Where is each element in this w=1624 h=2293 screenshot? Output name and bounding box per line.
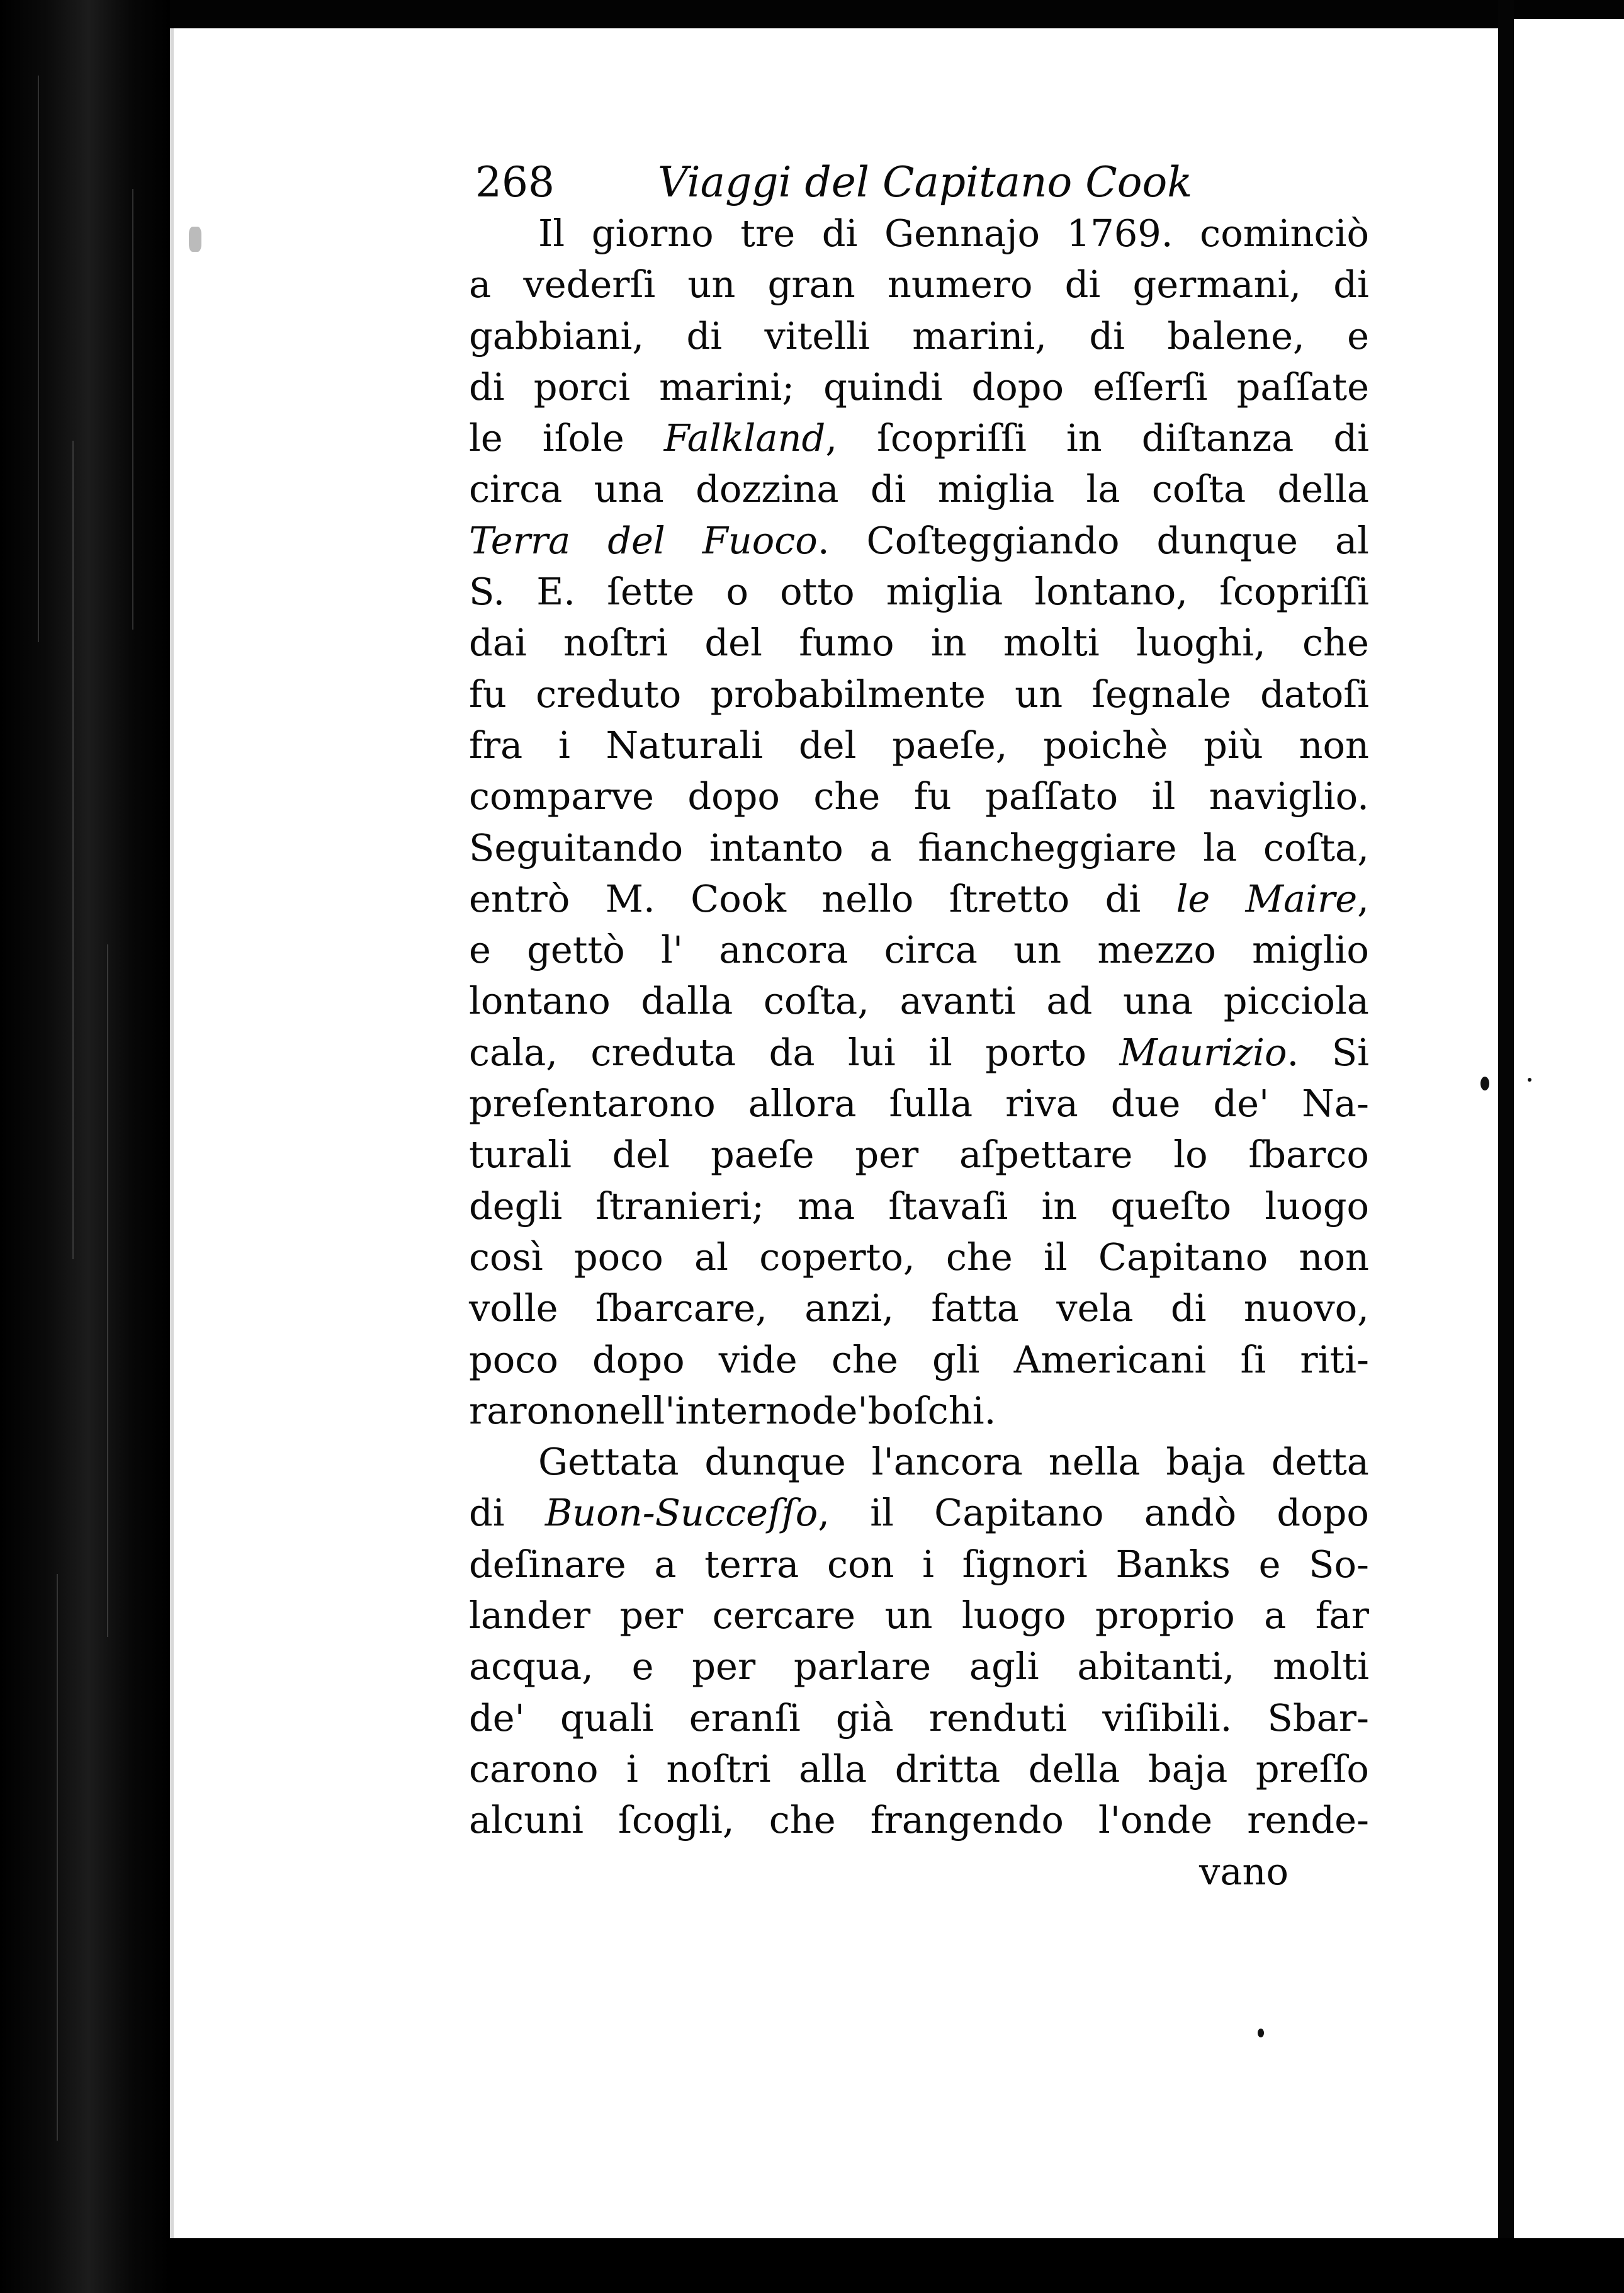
text-line: a vederſi un gran numero di germani, di — [469, 263, 1369, 307]
text-line: di Buon-Succeſſo, il Capitano andò dopo — [469, 1491, 1369, 1535]
ink-speck — [1480, 1077, 1489, 1090]
text-line: Il giorno tre di Gennajo 1769. cominciò — [538, 212, 1369, 255]
page-text — [469, 157, 1369, 1897]
body-text — [469, 208, 1369, 1846]
text-line: de' quali eranſi già renduti viſibili. Sbar- — [469, 1696, 1369, 1740]
spine-fiber — [72, 441, 74, 1259]
text-line: entrò M. Cook nello ſtretto di le Maire, — [469, 876, 1369, 920]
text-line: dai noſtri del fumo in molti luoghi, che — [469, 621, 1369, 665]
text-line: circa una dozzina di miglia la coſta della — [469, 467, 1369, 511]
text-line: comparve dopo che fu paſſato il naviglio. — [469, 774, 1369, 818]
text-line: rarono nell' interno de' boſchi. — [469, 1388, 996, 1432]
ink-speck — [1258, 2029, 1264, 2037]
ink-speck — [1528, 1078, 1531, 1082]
text-line: preſentarono allora ſulla riva due de' Na- — [469, 1082, 1369, 1126]
text-line: S. E. ſette o otto miglia lontano, ſcopriſſi — [469, 570, 1369, 614]
spine-fiber — [107, 944, 108, 1637]
text-line: e gettò l' ancora circa un mezzo miglio — [469, 928, 1369, 972]
page-edge-smudge — [189, 227, 201, 252]
text-line: degli ſtranieri; ma ſtavaſi in queſto luogo — [469, 1184, 1369, 1228]
bottom-shadow — [170, 2238, 1624, 2293]
catchword-line — [469, 1846, 1369, 1897]
page-number: 268 — [475, 158, 555, 207]
text-line: turali del paeſe per aſpettare lo ſbarco — [469, 1133, 1369, 1177]
text-line: così poco al coperto, che il Capitano non — [469, 1235, 1369, 1279]
text-line: acqua, e per parlare agli abitanti, molti — [469, 1645, 1369, 1689]
book-spine — [0, 0, 170, 2293]
text-line: alcuni ſcogli, che frangendo l'onde rende- — [469, 1798, 1369, 1842]
text-line: lontano dalla coſta, avanti ad una picciola — [469, 979, 1369, 1023]
spine-fiber — [132, 189, 133, 630]
spine-fiber — [38, 76, 39, 642]
text-line: lander per cercare un luogo proprio a far — [469, 1594, 1369, 1638]
text-line: Seguitando intanto a fiancheggiare la coſta, — [469, 825, 1369, 869]
catchword: vano — [1199, 1849, 1289, 1893]
text-line: le iſole Falkland, ſcopriſſi in diſtanza di — [469, 416, 1369, 460]
text-line: fu creduto probabilmente un ſegnale datoſi — [469, 672, 1369, 716]
text-line: gabbiani, di vitelli marini, di balene, e — [469, 314, 1369, 358]
page-gutter — [1498, 0, 1514, 2293]
running-head — [469, 157, 1369, 208]
running-title: Viaggi del Capitano Cook — [658, 158, 1193, 207]
text-line: fra i Naturali del paeſe, poichè più non — [469, 723, 1369, 767]
text-line: Gettata dunque l'ancora nella baja detta — [538, 1440, 1369, 1484]
text-line: carono i noſtri alla dritta della baja preſſo — [469, 1747, 1369, 1791]
text-line: Terra del Fuoco. Coſteggiando dunque al — [469, 518, 1369, 562]
text-line: volle ſbarcare, anzi, fatta vela di nuovo, — [469, 1286, 1369, 1330]
spine-fiber — [57, 1574, 58, 2141]
text-line: deſinare a terra con i ſignori Banks e So- — [469, 1542, 1369, 1586]
right-page-edge — [1514, 19, 1624, 2248]
text-line: cala, creduta da lui il porto Maurizio. Si — [469, 1030, 1369, 1074]
text-line: poco dopo vide che gli Americani ſi riti- — [469, 1337, 1369, 1381]
text-line: di porci marini; quindi dopo eſſerſi paſſate — [469, 365, 1369, 409]
